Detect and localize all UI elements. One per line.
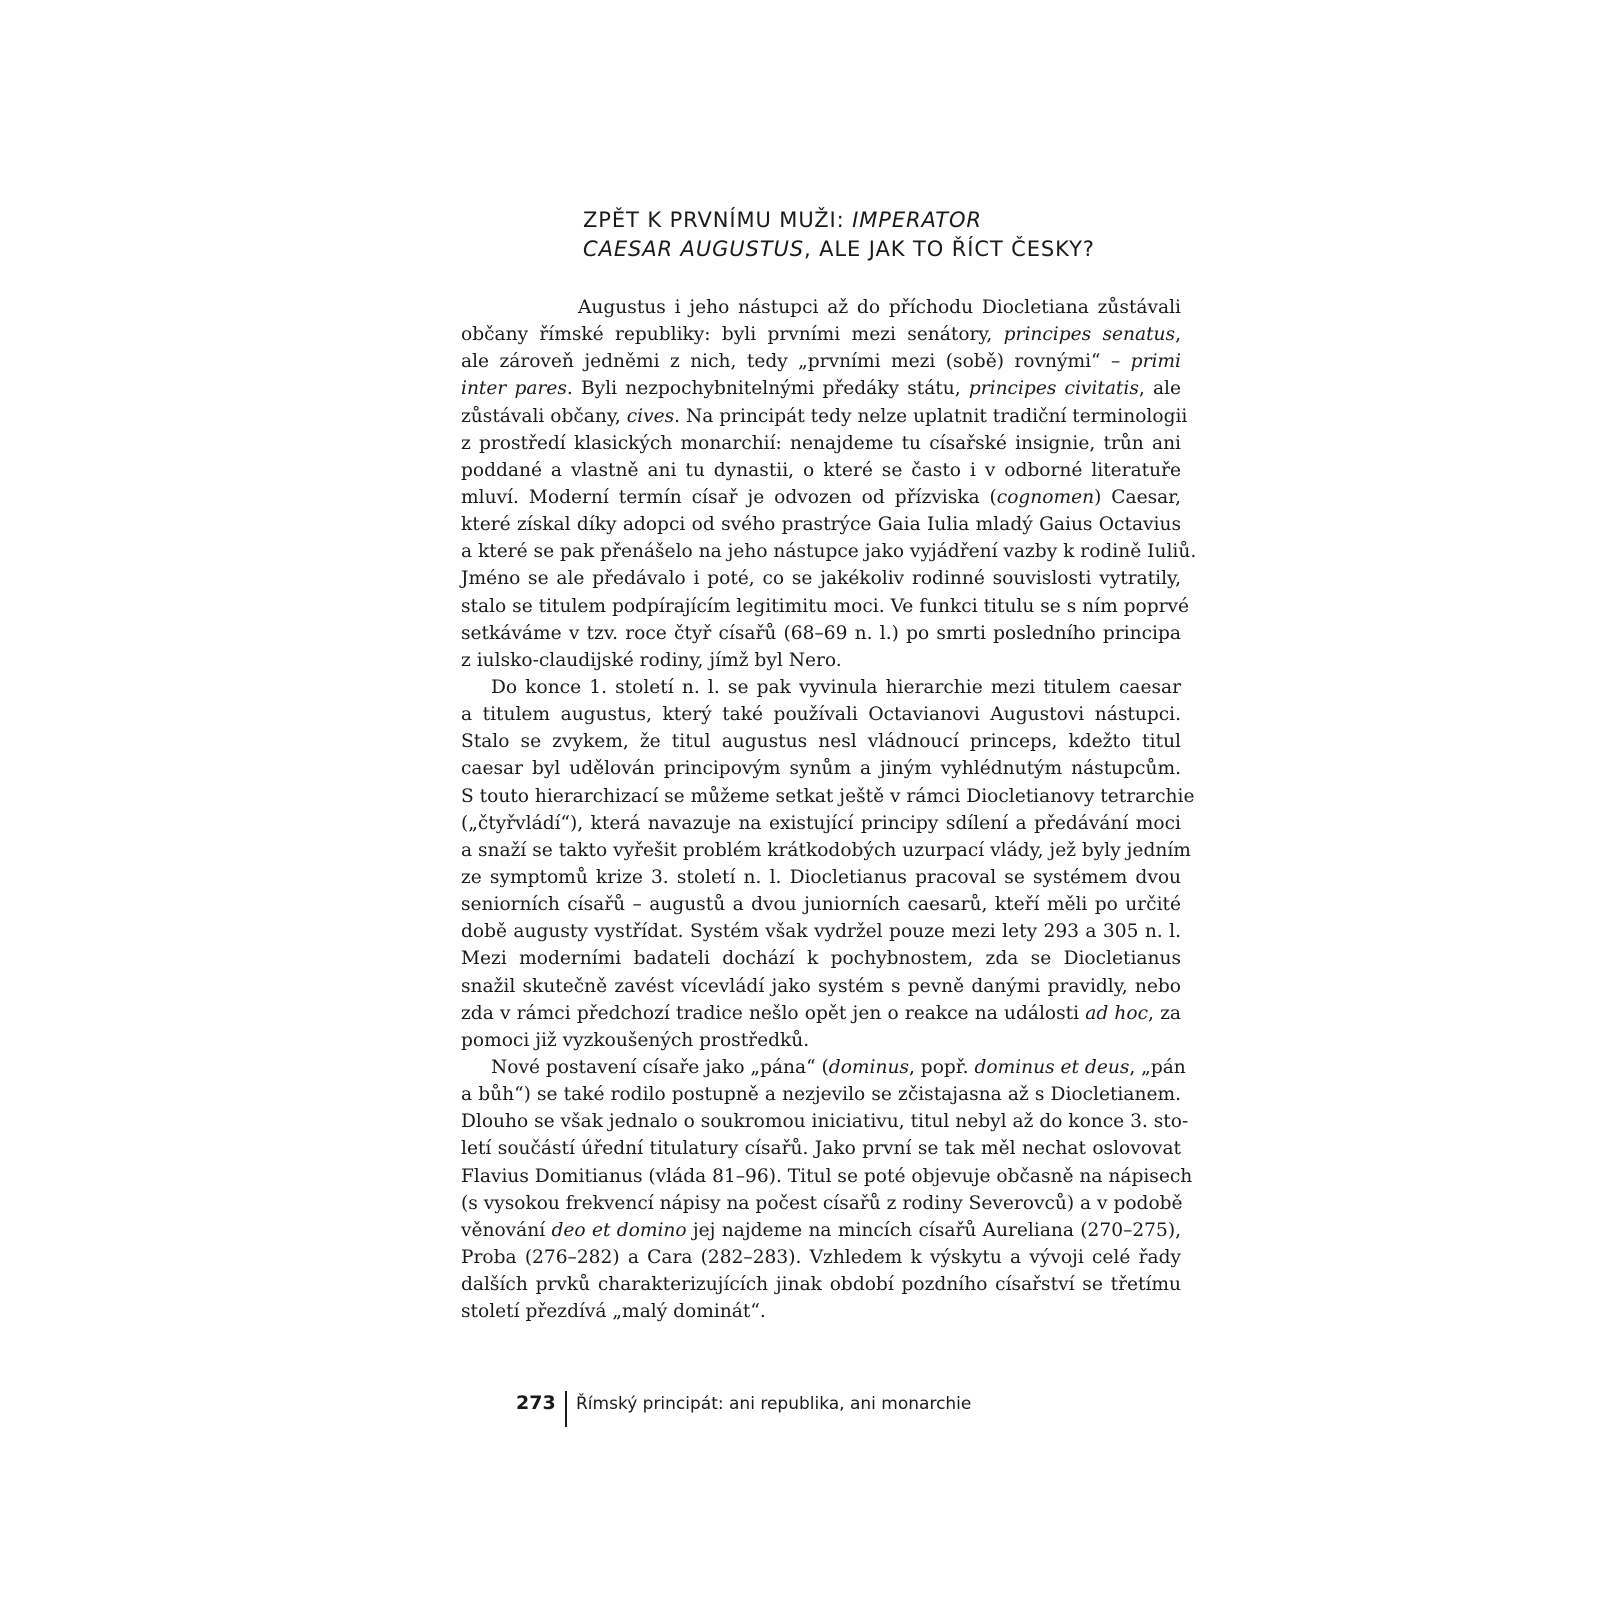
text-line: ale zároveň jedněmi z nich, tedy „prvními mezi (sobě) rovnými“ – primi: [461, 351, 1181, 373]
text-line: Mezi moderními badateli dochází k pochybnostem, zda se Diocletianus: [461, 948, 1181, 970]
heading-line-1: ZPĚT K PRVNÍMU MUŽI: IMPERATOR: [583, 208, 982, 232]
text-line: věnování deo et domino jej najdeme na mincích císařů Aureliana (270–275),: [461, 1219, 1181, 1241]
text-line: Stalo se zvykem, že titul augustus nesl vládnoucí princeps, kdežto titul: [461, 731, 1181, 753]
text-line: které získal díky adopci od svého prastrýce Gaia Iulia mladý Gaius Octavius: [461, 514, 1181, 536]
text-line: Proba (276–282) a Cara (282–283). Vzhledem k výskytu a vývoji celé řady: [461, 1246, 1181, 1268]
text-line: (s vysokou frekvencí nápisy na počest císařů z rodiny Severovců) a v podobě: [461, 1192, 1183, 1214]
text-line: Flavius Domitianus (vláda 81–96). Titul se poté objevuje občasně na nápisech: [461, 1165, 1193, 1187]
text-line: inter pares. Byli nezpochybnitelnými předáky státu, principes civitatis, ale: [461, 378, 1181, 400]
text-line: zůstávali občany, cives. Na principát tedy nelze uplatnit tradiční terminologii: [461, 405, 1188, 427]
text-line: letí součástí úřední titulatury císařů. Jako první se tak měl nechat oslovovat: [461, 1138, 1181, 1160]
text-line: snažil skutečně zavést vícevládí jako systém s pevně danými pravidly, nebo: [461, 975, 1181, 997]
page-number: 273: [516, 1392, 556, 1414]
text-line: občany římské republiky: byli prvními mezi senátory, principes senatus,: [461, 324, 1181, 346]
text-line: době augusty vystřídat. Systém však vydržel pouze mezi lety 293 a 305 n. l.: [461, 921, 1181, 943]
text-line: pomoci již vyzkoušených prostředků.: [461, 1029, 810, 1051]
text-line: („čtyřvládí“), která navazuje na existující principy sdílení a předávání moci: [461, 812, 1181, 834]
text-line: Dlouho se však jednalo o soukromou iniciativu, titul nebyl až do konce 3. sto-: [461, 1111, 1189, 1133]
text-line: seniorních císařů – augustů a dvou juniorních caesarů, kteří měli po určité: [461, 894, 1181, 916]
text-line: Nové postavení císaře jako „pána“ (dominus, popř. dominus et deus, „pán: [491, 1056, 1186, 1078]
text-line: mluví. Moderní termín císař je odvozen od přízviska (cognomen) Caesar,: [461, 486, 1181, 508]
text-line: z iulsko-claudijské rodiny, jímž byl Nero.: [461, 649, 842, 671]
running-title: Římský principát: ani republika, ani monarchie: [576, 1394, 972, 1414]
text-line: z prostředí klasických monarchií: nenajdeme tu císařské insignie, trůn ani: [461, 432, 1181, 454]
heading-line-2: CAESAR AUGUSTUS, ALE JAK TO ŘÍCT ČESKY?: [583, 237, 1095, 261]
text-line: Jméno se ale předávalo i poté, co se jakékoliv rodinné souvislosti vytratily,: [461, 568, 1181, 590]
footer-divider: [565, 1391, 567, 1427]
text-line: a titulem augustus, který také používali Octavianovi Augustovi nástupci.: [461, 704, 1181, 726]
text-line: setkáváme v tzv. roce čtyř císařů (68–69 n. l.) po smrti posledního principa: [461, 622, 1181, 644]
text-line: ze symptomů krize 3. století n. l. Diocletianus pracoval se systémem dvou: [461, 866, 1181, 888]
text-line: caesar byl udělován principovým synům a jiným vyhlédnutým nástupcům.: [461, 758, 1181, 780]
text-line: Augustus i jeho nástupci až do příchodu Diocletiana zůstávali: [578, 297, 1181, 318]
text-line: a snaží se takto vyřešit problém krátkodobých uzurpací vlády, jež byly jedním: [461, 839, 1191, 861]
text-line: dalších prvků charakterizujících jinak období pozdního císařství se třetímu: [461, 1274, 1181, 1296]
text-line: zda v rámci předchozí tradice nešlo opět jen o reakce na události ad hoc, za: [461, 1002, 1181, 1024]
text-line: a bůh“) se také rodilo postupně a nezjevilo se zčistajasna až s Diocletianem.: [461, 1084, 1181, 1106]
text-line: a které se pak přenášelo na jeho nástupce jako vyjádření vazby k rodině Iuliů.: [461, 541, 1197, 563]
body-text: [461, 294, 1197, 1325]
text-line: S touto hierarchizací se můžeme setkat ještě v rámci Diocletianovy tetrarchie: [461, 785, 1195, 807]
text-line: stalo se titulem podpírajícím legitimitu moci. Ve funkci titulu se s ním poprvé: [461, 595, 1190, 617]
text-line: Do konce 1. století n. l. se pak vyvinula hierarchie mezi titulem caesar: [491, 676, 1181, 698]
text-line: století přezdívá „malý dominát“.: [461, 1301, 766, 1323]
text-line: poddané a vlastně ani tu dynastii, o které se často i v odborné literatuře: [461, 459, 1181, 481]
section-heading: [583, 206, 1203, 264]
